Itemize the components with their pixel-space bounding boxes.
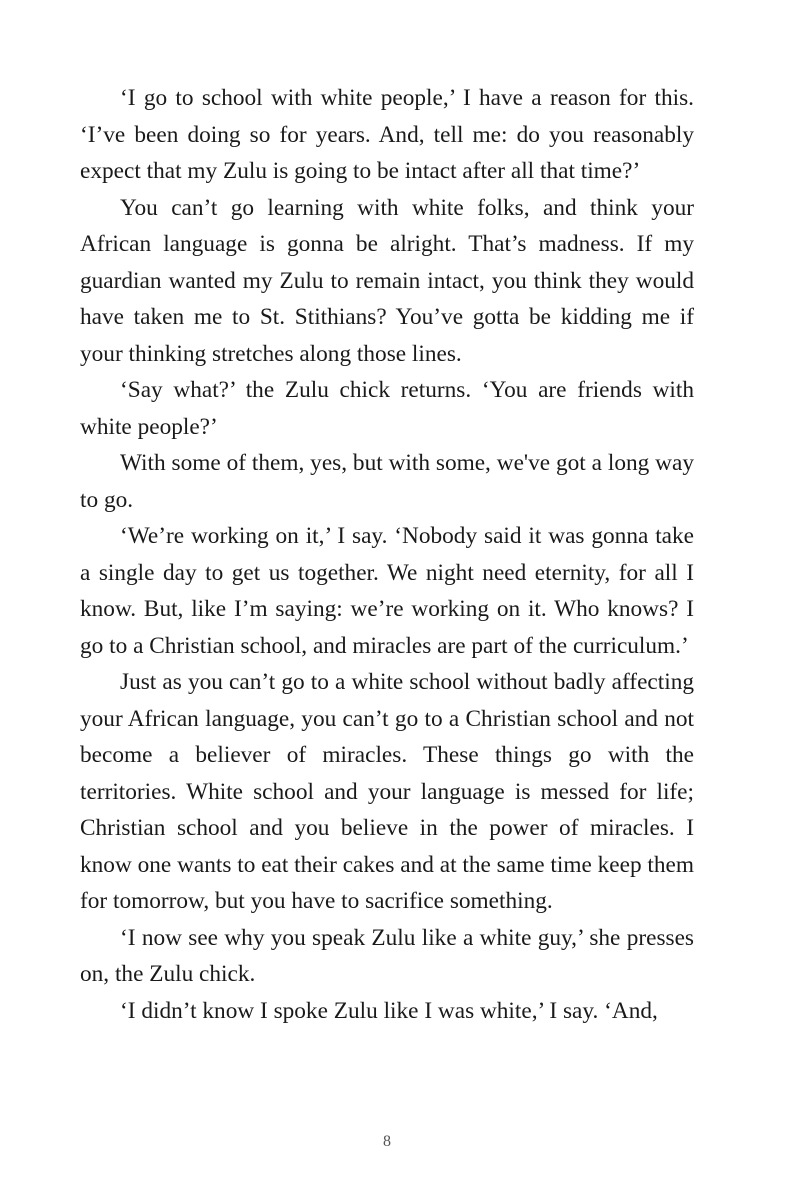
paragraph: ‘We’re working on it,’ I say. ‘Nobody said it was gonna take a single day to get us together. We night need eternity, for all I know. But, like I’m saying: we’re working on it. Who knows? I go to a Christian school, and miracles are part of the curriculum.’ <box>80 523 694 659</box>
paragraph: With some of them, yes, but with some, we've got a long way to go. <box>80 450 694 513</box>
page-body <box>80 80 694 1029</box>
paragraph: ‘I now see why you speak Zulu like a white guy,’ she presses on, the Zulu chick. <box>80 924 694 987</box>
paragraph: Just as you can’t go to a white school without badly affecting your African language, you can’t go to a Christian school and not become a believer of miracles. These things go with the territories. White school and your language is messed for life; Christian school and you believe in the power of miracles. I know one wants to eat their cakes and at the same time keep them for tomorrow, but you have to sacrifice something. <box>80 669 694 914</box>
paragraph: ‘I didn’t know I spoke Zulu like I was white,’ I say. ‘And, <box>120 997 658 1024</box>
paragraph: ‘I go to school with white people,’ I have a reason for this. ‘I’ve been doing so for years. And, tell me: do you reasonably expect that my Zulu is going to be intact after all that time?’ <box>80 85 694 184</box>
page-number: 8 <box>383 1133 391 1150</box>
paragraph: ‘Say what?’ the Zulu chick returns. ‘You are friends with white people?’ <box>80 377 694 440</box>
paragraph: You can’t go learning with white folks, and think your African language is gonna be alright. That’s madness. If my guardian wanted my Zulu to remain intact, you think they would have taken me to St. Stithians? You’ve gotta be kidding me if your thinking stretches along those lines. <box>80 194 694 367</box>
